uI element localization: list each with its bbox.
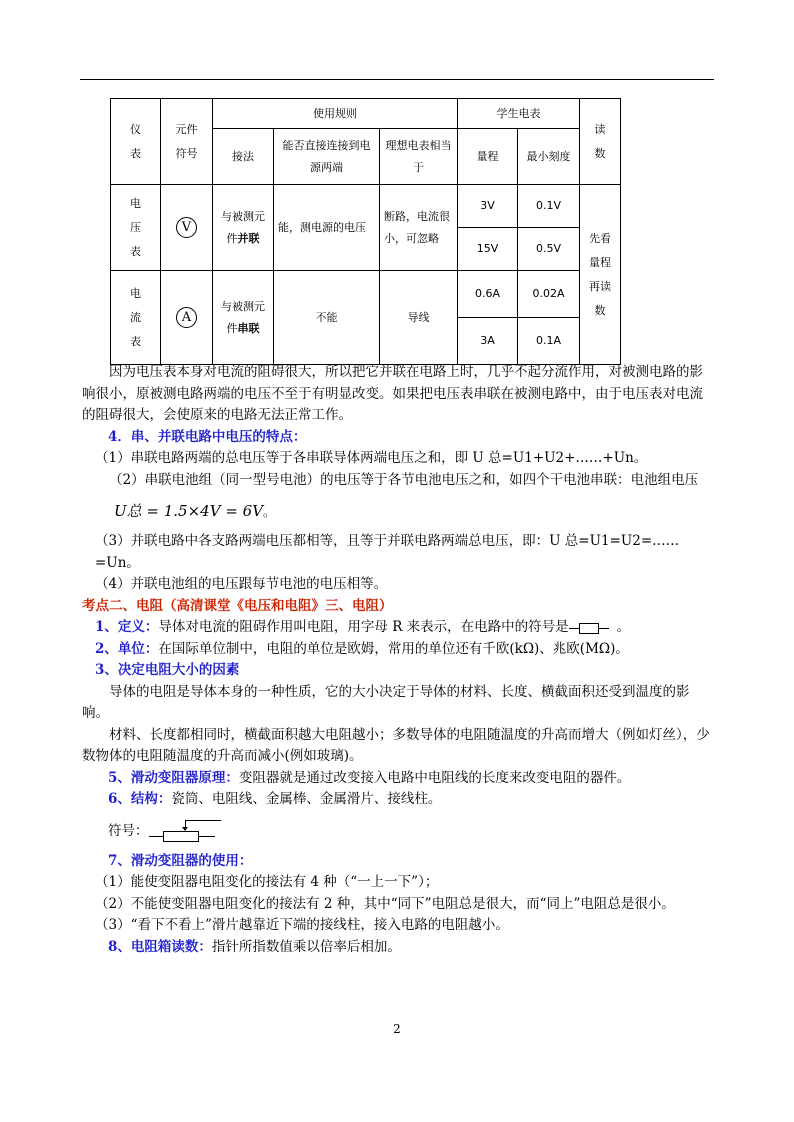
voltmeter-range-2: 15V — [458, 228, 518, 271]
battery-formula: U总 = 1.5×4V = 6V。 — [114, 502, 276, 520]
voltmeter-connection: 与被测元件并联 — [213, 185, 274, 271]
voltmeter-name: 电压表 — [111, 185, 161, 271]
rheostat-usage-1: （1）能使变阻器电阻变化的接法有 4 种（“一上一下”）； — [95, 874, 439, 890]
voltmeter-direct: 能，测电源的电压 — [274, 185, 380, 271]
header-rule — [80, 79, 714, 80]
voltmeter-min-2: 0.5V — [518, 228, 580, 271]
heading-voltage-features: 4．串、并联电路中电压的特点： — [108, 428, 307, 445]
header-reading: 读数 — [580, 99, 621, 185]
resistance-factors-heading: 3、决定电阻大小的因素 — [95, 662, 240, 678]
rheostat-structure: 6、结构：瓷筒、电阻线、金属棒、金属滑片、接线柱。 — [108, 791, 442, 807]
series-total-voltage: （1）串联电路两端的总电压等于各串联导体两端电压之和，即 U 总=U1+U2+……+Un。 — [95, 450, 648, 466]
resistance-factors-2: 材料、长度都相同时，横截面积越大电阻越小；多数导体的电阻随温度的升高而增大（例如灯丝），少数物体的电阻随温度的升高而减小(例如玻璃)。 — [82, 726, 710, 764]
page-number: 2 — [393, 1022, 401, 1036]
header-symbol: 元件符号 — [161, 99, 213, 185]
header-rules: 使用规则 — [213, 99, 458, 129]
rheostat-usage-heading: 7、滑动变阻器的使用： — [108, 852, 253, 869]
series-battery-voltage: （2）串联电池组（同一型号电池）的电压等于各节电池电压之和，如四个干电池串联：电池组电压 — [109, 471, 699, 488]
resistor-symbol-icon — [569, 623, 609, 633]
header-connection: 接法 — [213, 129, 274, 185]
reading-method: 先看量程再读数 — [580, 185, 621, 365]
header-min-scale: 最小刻度 — [518, 129, 580, 185]
ammeter-range-2: 3A — [458, 318, 518, 365]
header-range: 量程 — [458, 129, 518, 185]
voltmeter-min-1: 0.1V — [518, 185, 580, 228]
voltmeter-symbol — [161, 185, 213, 271]
resistance-definition: 1、定义：导体对电流的阻碍作用叫电阻，用字母 R 来表示，在电路中的符号是 。 — [95, 619, 631, 635]
resistance-unit: 2、单位：在国际单位制中，电阻的单位是欧姆，常用的单位还有千欧(kΩ)、兆欧(MΩ)。 — [95, 640, 629, 657]
ammeter-min-1: 0.02A — [518, 271, 580, 318]
parallel-battery: （4）并联电池组的电压跟每节电池的电压相等。 — [95, 576, 388, 592]
rheostat-usage-3: （3）“看下不看上”滑片越靠近下端的接线柱，接入电路的电阻越小。 — [95, 917, 509, 933]
rheostat-principle: 5、滑动变阻器原理：变阻器就是通过改变接入电路中电阻线的长度来改变电阻的器件。 — [108, 769, 631, 786]
paragraph-voltmeter: 因为电压表本身对电流的阻碍很大，所以把它并联在电路上时，几乎不起分流作用，对被测电路的影响很小，原被测电路两端的电压不至于有明显改变。如果把电压表串联在被测电路中，由于电压表对电流的阻碍很大，会使原来的电路无法正常工作。 — [82, 364, 703, 423]
header-instrument: 仪表 — [111, 99, 161, 185]
section-resistance-title: 考点二、电阻（高清课堂《电压和电阻》三、电阻） — [82, 597, 393, 614]
ammeter-name: 电流表 — [111, 271, 161, 365]
header-ideal: 理想电表相当于 — [380, 129, 458, 185]
rheostat-usage-2: （2）不能使变阻器电阻变化的接法有 2 种，其中“同下”电阻总是很大，而“同上”电阻总是很小。 — [95, 895, 675, 912]
voltmeter-ideal: 断路，电流很小，可忽略 — [380, 185, 458, 271]
voltmeter-icon: V — [176, 217, 197, 238]
document-body — [82, 362, 716, 958]
ammeter-symbol — [161, 271, 213, 365]
resistance-factors-1: 导体的电阻是导体本身的一种性质，它的大小决定于导体的材料、长度、横截面积还受到温度的影响。 — [82, 683, 690, 721]
header-student-meter: 学生电表 — [458, 99, 580, 129]
ammeter-connection: 与被测元件串联 — [213, 271, 274, 365]
meter-table — [110, 98, 621, 365]
rheostat-symbol-icon — [149, 818, 215, 844]
ammeter-range-1: 0.6A — [458, 271, 518, 318]
parallel-voltage: （3）并联电路中各支路两端电压都相等，且等于并联电路两端总电压，即：U 总=U1=U2=……=Un。 — [95, 533, 680, 571]
ammeter-direct: 不能 — [274, 271, 380, 365]
resistance-box-reading: 8、电阻箱读数：指针所指数值乘以倍率后相加。 — [108, 938, 401, 955]
voltmeter-range-1: 3V — [458, 185, 518, 228]
rheostat-symbol-line: 符号： — [82, 811, 716, 851]
ammeter-icon: A — [176, 307, 197, 328]
ammeter-min-2: 0.1A — [518, 318, 580, 365]
header-direct-connect: 能否直接连接到电源两端 — [274, 129, 380, 185]
ammeter-ideal: 导线 — [380, 271, 458, 365]
